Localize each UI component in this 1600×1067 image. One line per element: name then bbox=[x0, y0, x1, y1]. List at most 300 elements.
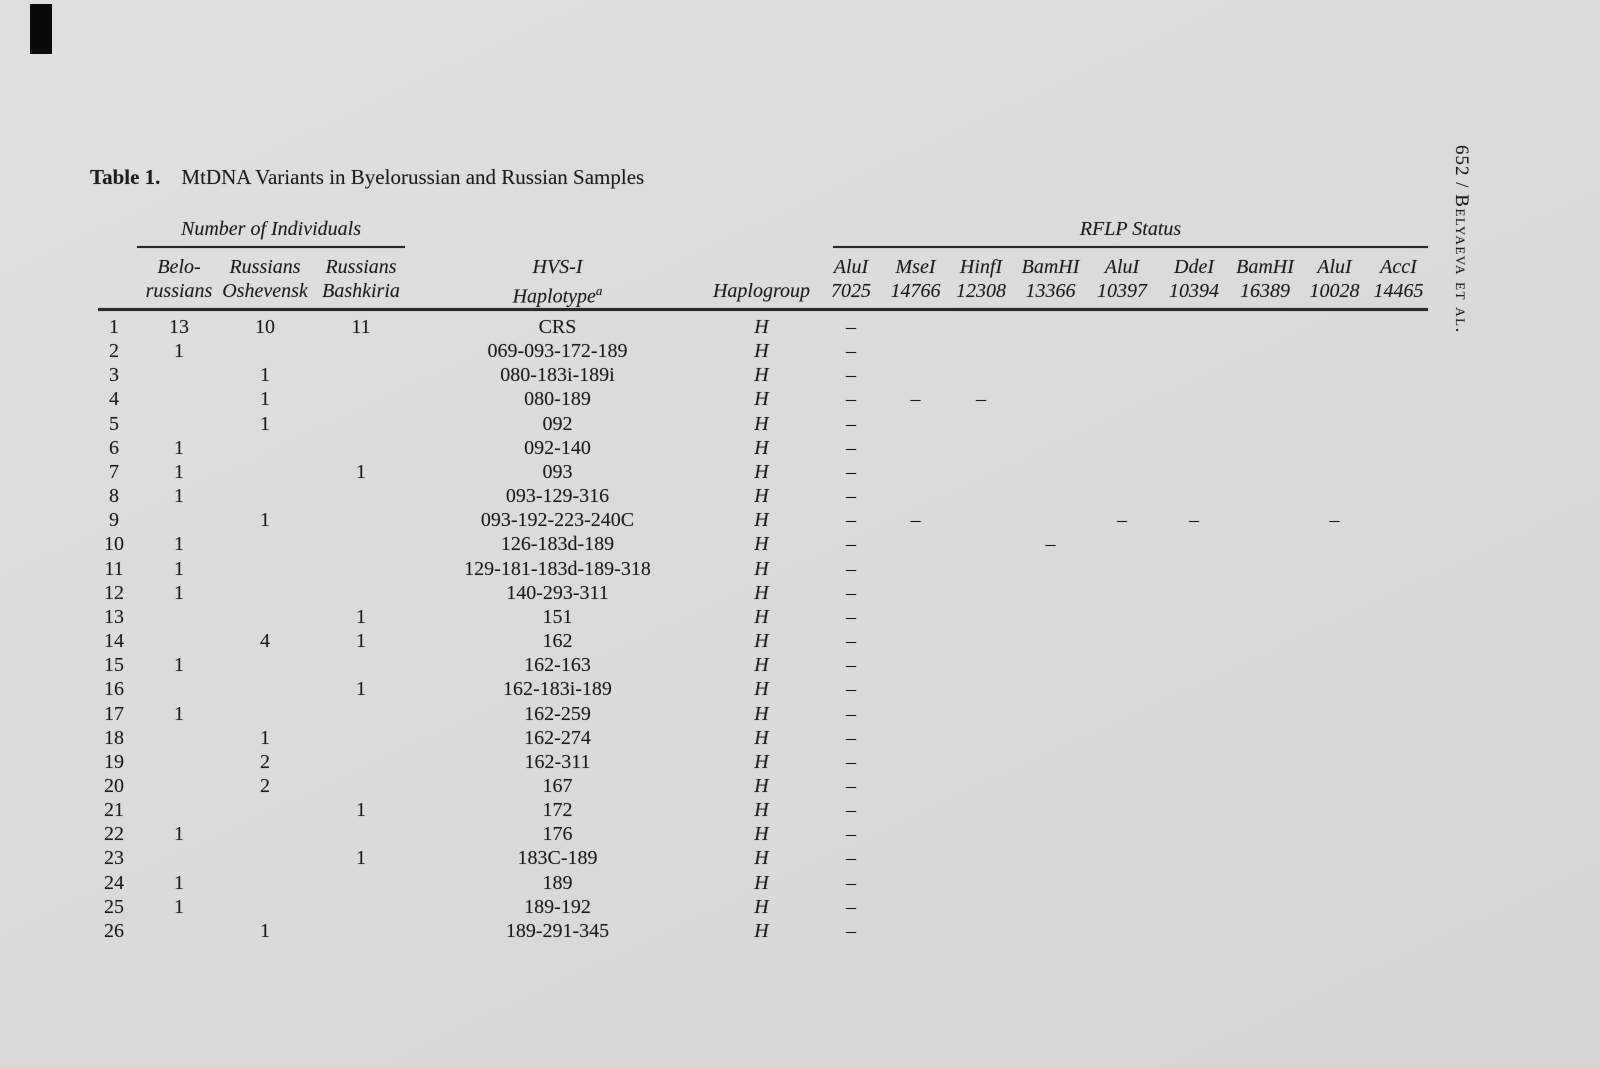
rflp-acci-14465 bbox=[1369, 895, 1428, 919]
rflp-alui-10397 bbox=[1086, 363, 1158, 387]
header-bottom-rule bbox=[98, 308, 1428, 311]
row-number: 1 bbox=[109, 316, 119, 338]
rflp-msei-14766 bbox=[884, 532, 947, 556]
count-bashkiria bbox=[312, 895, 410, 919]
rflp-alui-7025: – bbox=[846, 316, 856, 338]
rflp-ddei-10394 bbox=[1158, 581, 1230, 605]
count-oshevensk bbox=[218, 677, 312, 701]
rflp-alui-7025: – bbox=[846, 871, 856, 894]
hvs1-haplotype: 189 bbox=[542, 871, 573, 894]
haplogroup: H bbox=[754, 388, 769, 411]
count-bashkiria bbox=[312, 581, 410, 605]
rflp-alui-7025: – bbox=[846, 485, 856, 508]
haplogroup: H bbox=[754, 364, 769, 387]
rflp-alui-10028 bbox=[1300, 895, 1369, 919]
row-number: 26 bbox=[104, 919, 124, 942]
rflp-hinfi-12308 bbox=[947, 605, 1015, 629]
rflp-alui-10397 bbox=[1086, 822, 1158, 846]
rflp-alui-10028 bbox=[1300, 653, 1369, 677]
count-oshevensk bbox=[218, 339, 312, 363]
rflp-hinfi-12308 bbox=[947, 339, 1015, 363]
rflp-alui-10028: – bbox=[1329, 509, 1340, 532]
rflp-msei-14766: – bbox=[910, 509, 921, 532]
rflp-ddei-10394 bbox=[1158, 412, 1230, 436]
haplogroup: H bbox=[754, 678, 769, 701]
hvs1-haplotype: 093-192-223-240C bbox=[480, 509, 635, 532]
rflp-acci-14465 bbox=[1369, 339, 1428, 363]
rflp-hinfi-12308 bbox=[947, 532, 1015, 556]
row-number: 19 bbox=[104, 750, 124, 773]
row-number: 23 bbox=[104, 847, 124, 870]
col-header-enzyme-site-10397: 10397 bbox=[1097, 280, 1147, 302]
rflp-alui-10028 bbox=[1300, 919, 1369, 943]
count-bashkiria: 11 bbox=[351, 316, 371, 338]
count-bashkiria: 1 bbox=[356, 460, 366, 483]
rflp-msei-14766 bbox=[884, 919, 947, 943]
count-belorussians bbox=[140, 605, 218, 629]
rflp-msei-14766: – bbox=[910, 388, 921, 411]
count-oshevensk bbox=[218, 436, 312, 460]
rflp-alui-7025: – bbox=[846, 678, 856, 701]
rflp-ddei-10394 bbox=[1158, 822, 1230, 846]
rflp-bamhi-16389 bbox=[1230, 871, 1300, 895]
table-title-label: Table 1. bbox=[90, 165, 161, 189]
rflp-alui-10028 bbox=[1300, 798, 1369, 822]
individuals-underline bbox=[137, 246, 405, 248]
rflp-msei-14766 bbox=[884, 412, 947, 436]
hvs1-haplotype: 092-140 bbox=[524, 436, 591, 459]
count-oshevensk bbox=[218, 557, 312, 581]
haplogroup: H bbox=[754, 630, 769, 653]
haplogroup: H bbox=[754, 847, 769, 870]
rflp-ddei-10394 bbox=[1158, 895, 1230, 919]
haplogroup: H bbox=[754, 750, 769, 773]
col-header-enzyme-name-hinfi-12308: HinfI bbox=[959, 256, 1003, 278]
count-bashkiria: 1 bbox=[356, 605, 366, 628]
count-belorussians bbox=[140, 629, 218, 653]
rflp-bamhi-16389 bbox=[1230, 846, 1300, 870]
rflp-hinfi-12308 bbox=[947, 750, 1015, 774]
rflp-alui-10397 bbox=[1086, 605, 1158, 629]
rflp-acci-14465 bbox=[1369, 581, 1428, 605]
rflp-alui-10397 bbox=[1086, 460, 1158, 484]
haplogroup: H bbox=[754, 509, 769, 532]
count-bashkiria bbox=[312, 436, 410, 460]
hvs1-haplotype: 080-183i-189i bbox=[500, 364, 615, 387]
haplogroup: H bbox=[754, 340, 769, 363]
rflp-alui-10397 bbox=[1086, 919, 1158, 943]
rflp-bamhi-13366 bbox=[1015, 629, 1086, 653]
page-number: 652 bbox=[1451, 145, 1472, 177]
col-header-haplotype-footnote-mark: a bbox=[595, 283, 603, 298]
col-header-enzyme-name-bamhi-16389: BamHI bbox=[1236, 256, 1294, 278]
rflp-ddei-10394 bbox=[1158, 919, 1230, 943]
row-number: 21 bbox=[104, 799, 124, 822]
rflp-msei-14766 bbox=[884, 822, 947, 846]
rflp-bamhi-16389 bbox=[1230, 750, 1300, 774]
rflp-ddei-10394 bbox=[1158, 339, 1230, 363]
count-oshevensk bbox=[218, 653, 312, 677]
rflp-acci-14465 bbox=[1369, 653, 1428, 677]
rflp-bamhi-16389 bbox=[1230, 798, 1300, 822]
col-header-belorussians-line1: Belo- bbox=[157, 256, 201, 278]
col-header-enzyme-site-14766: 14766 bbox=[890, 280, 941, 302]
rflp-alui-10028 bbox=[1300, 677, 1369, 701]
rflp-msei-14766 bbox=[884, 460, 947, 484]
count-bashkiria bbox=[312, 702, 410, 726]
rflp-alui-10028 bbox=[1300, 822, 1369, 846]
rflp-underline bbox=[833, 246, 1428, 248]
rflp-alui-10397 bbox=[1086, 629, 1158, 653]
hvs1-haplotype: 176 bbox=[542, 823, 573, 846]
col-header-enzyme-site-7025: 7025 bbox=[831, 280, 871, 302]
haplogroup: H bbox=[754, 485, 769, 508]
rflp-hinfi-12308 bbox=[947, 726, 1015, 750]
rflp-bamhi-16389 bbox=[1230, 436, 1300, 460]
haplogroup: H bbox=[754, 702, 769, 725]
count-oshevensk bbox=[218, 822, 312, 846]
col-header-enzyme-name-alui-10028: AluI bbox=[1317, 256, 1352, 278]
rflp-bamhi-13366 bbox=[1015, 315, 1086, 339]
count-oshevensk bbox=[218, 460, 312, 484]
rflp-alui-10028 bbox=[1300, 484, 1369, 508]
row-number: 22 bbox=[104, 823, 124, 846]
rflp-msei-14766 bbox=[884, 557, 947, 581]
hvs1-haplotype: 126-183d-189 bbox=[500, 533, 615, 556]
count-oshevensk: 4 bbox=[260, 630, 270, 653]
rflp-bamhi-13366 bbox=[1015, 605, 1086, 629]
rflp-ddei-10394 bbox=[1158, 653, 1230, 677]
haplogroup: H bbox=[754, 581, 769, 604]
rflp-acci-14465 bbox=[1369, 605, 1428, 629]
rflp-bamhi-13366 bbox=[1015, 750, 1086, 774]
rflp-hinfi-12308 bbox=[947, 460, 1015, 484]
rflp-alui-7025: – bbox=[846, 436, 856, 459]
rflp-ddei-10394 bbox=[1158, 774, 1230, 798]
rflp-alui-10028 bbox=[1300, 702, 1369, 726]
count-oshevensk: 2 bbox=[260, 750, 270, 773]
rflp-msei-14766 bbox=[884, 315, 947, 339]
row-number: 5 bbox=[109, 412, 119, 435]
rflp-ddei-10394 bbox=[1158, 532, 1230, 556]
rflp-hinfi-12308 bbox=[947, 702, 1015, 726]
count-belorussians: 1 bbox=[174, 460, 184, 483]
rflp-msei-14766 bbox=[884, 677, 947, 701]
col-header-oshevensk-line1: Russians bbox=[229, 256, 301, 278]
rflp-bamhi-13366 bbox=[1015, 653, 1086, 677]
count-belorussians bbox=[140, 798, 218, 822]
rflp-bamhi-13366 bbox=[1015, 339, 1086, 363]
rflp-hinfi-12308 bbox=[947, 774, 1015, 798]
rflp-alui-10028 bbox=[1300, 436, 1369, 460]
row-number: 12 bbox=[104, 581, 124, 604]
count-belorussians bbox=[140, 846, 218, 870]
count-bashkiria: 1 bbox=[356, 678, 366, 701]
row-number: 6 bbox=[109, 436, 119, 459]
rflp-alui-7025: – bbox=[846, 460, 856, 483]
rflp-bamhi-13366 bbox=[1015, 871, 1086, 895]
rflp-hinfi-12308 bbox=[947, 581, 1015, 605]
rflp-bamhi-13366 bbox=[1015, 387, 1086, 411]
col-header-haplogroup: Haplogroup bbox=[712, 280, 811, 302]
count-belorussians: 1 bbox=[174, 823, 184, 846]
row-number: 11 bbox=[104, 557, 124, 580]
rflp-alui-7025: – bbox=[846, 750, 856, 773]
count-oshevensk: 1 bbox=[260, 919, 270, 942]
count-belorussians bbox=[140, 677, 218, 701]
rflp-msei-14766 bbox=[884, 774, 947, 798]
rflp-bamhi-16389 bbox=[1230, 460, 1300, 484]
rflp-alui-7025: – bbox=[846, 702, 856, 725]
count-bashkiria bbox=[312, 750, 410, 774]
rflp-bamhi-16389 bbox=[1230, 339, 1300, 363]
count-bashkiria bbox=[312, 919, 410, 943]
count-belorussians: 1 bbox=[174, 485, 184, 508]
rflp-bamhi-13366 bbox=[1015, 774, 1086, 798]
haplogroup: H bbox=[754, 871, 769, 894]
rflp-alui-7025: – bbox=[846, 774, 856, 797]
rflp-bamhi-13366 bbox=[1015, 460, 1086, 484]
scan-artifact-bar bbox=[30, 4, 52, 54]
count-oshevensk: 1 bbox=[260, 509, 270, 532]
rflp-msei-14766 bbox=[884, 702, 947, 726]
rflp-hinfi-12308 bbox=[947, 315, 1015, 339]
rflp-alui-10397 bbox=[1086, 774, 1158, 798]
rflp-alui-10397 bbox=[1086, 436, 1158, 460]
hvs1-haplotype: 162 bbox=[542, 630, 573, 653]
rflp-bamhi-16389 bbox=[1230, 919, 1300, 943]
rflp-alui-10397 bbox=[1086, 653, 1158, 677]
count-bashkiria bbox=[312, 339, 410, 363]
rflp-acci-14465 bbox=[1369, 315, 1428, 339]
count-belorussians bbox=[140, 750, 218, 774]
count-oshevensk: 1 bbox=[260, 412, 270, 435]
rflp-acci-14465 bbox=[1369, 822, 1428, 846]
rflp-alui-7025: – bbox=[846, 364, 856, 387]
rflp-bamhi-13366: – bbox=[1045, 533, 1056, 556]
haplogroup: H bbox=[754, 726, 769, 749]
haplogroup: H bbox=[754, 436, 769, 459]
rflp-bamhi-13366 bbox=[1015, 436, 1086, 460]
rflp-hinfi-12308 bbox=[947, 895, 1015, 919]
rflp-bamhi-16389 bbox=[1230, 895, 1300, 919]
rflp-msei-14766 bbox=[884, 581, 947, 605]
hvs1-haplotype: 080-189 bbox=[524, 388, 591, 411]
rflp-acci-14465 bbox=[1369, 436, 1428, 460]
rflp-bamhi-13366 bbox=[1015, 508, 1086, 532]
hvs1-haplotype: 069-093-172-189 bbox=[487, 340, 628, 363]
rflp-alui-10397 bbox=[1086, 484, 1158, 508]
col-header-haplotype-line2 bbox=[410, 279, 705, 308]
count-oshevensk bbox=[218, 484, 312, 508]
rflp-ddei-10394 bbox=[1158, 726, 1230, 750]
count-belorussians bbox=[140, 363, 218, 387]
col-header-enzyme-site-13366: 13366 bbox=[1025, 280, 1076, 302]
rflp-alui-10397 bbox=[1086, 412, 1158, 436]
rflp-bamhi-16389 bbox=[1230, 387, 1300, 411]
rflp-acci-14465 bbox=[1369, 726, 1428, 750]
rflp-alui-10397 bbox=[1086, 798, 1158, 822]
rflp-alui-10028 bbox=[1300, 557, 1369, 581]
rflp-ddei-10394 bbox=[1158, 484, 1230, 508]
rflp-ddei-10394 bbox=[1158, 315, 1230, 339]
count-belorussians: 1 bbox=[174, 557, 184, 580]
hvs1-haplotype: 172 bbox=[542, 799, 573, 822]
count-bashkiria bbox=[312, 508, 410, 532]
col-header-enzyme-name-alui-7025: AluI bbox=[833, 256, 869, 278]
rflp-alui-10397 bbox=[1086, 532, 1158, 556]
rflp-hinfi-12308 bbox=[947, 822, 1015, 846]
count-bashkiria bbox=[312, 774, 410, 798]
hvs1-haplotype: 167 bbox=[542, 774, 573, 797]
table-title bbox=[90, 165, 644, 190]
rflp-bamhi-13366 bbox=[1015, 846, 1086, 870]
row-number: 2 bbox=[109, 340, 119, 363]
running-head-separator: / bbox=[1451, 176, 1472, 195]
rflp-alui-10028 bbox=[1300, 315, 1369, 339]
rflp-alui-10397 bbox=[1086, 387, 1158, 411]
rflp-alui-7025: – bbox=[846, 919, 856, 942]
rflp-alui-7025: – bbox=[846, 533, 856, 556]
running-head-authors: Belyaeva et al. bbox=[1451, 194, 1472, 334]
rflp-acci-14465 bbox=[1369, 484, 1428, 508]
count-belorussians: 1 bbox=[174, 581, 184, 604]
count-bashkiria bbox=[312, 557, 410, 581]
count-bashkiria bbox=[312, 387, 410, 411]
count-belorussians bbox=[140, 774, 218, 798]
rflp-alui-7025: – bbox=[846, 412, 856, 435]
rflp-alui-10028 bbox=[1300, 363, 1369, 387]
rflp-ddei-10394 bbox=[1158, 387, 1230, 411]
count-bashkiria bbox=[312, 726, 410, 750]
rflp-alui-10397: – bbox=[1117, 509, 1127, 532]
rflp-bamhi-13366 bbox=[1015, 726, 1086, 750]
rflp-msei-14766 bbox=[884, 895, 947, 919]
rflp-ddei-10394 bbox=[1158, 750, 1230, 774]
rflp-alui-10028 bbox=[1300, 846, 1369, 870]
col-header-enzyme-site-10394: 10394 bbox=[1169, 280, 1219, 302]
hvs1-haplotype: 162-311 bbox=[524, 750, 591, 773]
col-header-enzyme-name-bamhi-13366: BamHI bbox=[1021, 256, 1080, 278]
hvs1-haplotype: 183C-189 bbox=[517, 847, 598, 870]
rflp-bamhi-16389 bbox=[1230, 774, 1300, 798]
col-header-bashkiria-line2: Bashkiria bbox=[322, 280, 400, 302]
count-belorussians: 1 bbox=[174, 654, 184, 677]
rflp-ddei-10394 bbox=[1158, 629, 1230, 653]
row-number: 16 bbox=[104, 678, 124, 701]
hvs1-haplotype: CRS bbox=[538, 316, 577, 338]
hvs1-haplotype: 189-291-345 bbox=[505, 919, 610, 942]
rflp-alui-10028 bbox=[1300, 460, 1369, 484]
haplogroup: H bbox=[754, 895, 769, 918]
rflp-hinfi-12308 bbox=[947, 484, 1015, 508]
rflp-alui-10028 bbox=[1300, 387, 1369, 411]
row-number: 7 bbox=[109, 460, 119, 483]
rflp-hinfi-12308 bbox=[947, 363, 1015, 387]
rflp-msei-14766 bbox=[884, 726, 947, 750]
rflp-msei-14766 bbox=[884, 750, 947, 774]
rflp-acci-14465 bbox=[1369, 557, 1428, 581]
table-title-text: MtDNA Variants in Byelorussian and Russian Samples bbox=[181, 165, 645, 189]
count-belorussians: 13 bbox=[169, 316, 189, 338]
count-belorussians: 1 bbox=[174, 895, 184, 918]
hvs1-haplotype: 093-129-316 bbox=[505, 485, 610, 508]
rflp-alui-7025: – bbox=[846, 509, 856, 532]
rflp-msei-14766 bbox=[884, 653, 947, 677]
count-oshevensk bbox=[218, 895, 312, 919]
col-header-enzyme-name-acci-14465: AccI bbox=[1380, 256, 1417, 278]
row-number: 25 bbox=[104, 895, 124, 918]
rflp-acci-14465 bbox=[1369, 460, 1428, 484]
rflp-hinfi-12308 bbox=[947, 412, 1015, 436]
col-header-enzyme-site-10028: 10028 bbox=[1309, 280, 1360, 302]
rflp-acci-14465 bbox=[1369, 387, 1428, 411]
group-header-number-of-individuals: Number of Individuals bbox=[181, 218, 361, 240]
rflp-hinfi-12308 bbox=[947, 629, 1015, 653]
rflp-hinfi-12308 bbox=[947, 871, 1015, 895]
count-belorussians bbox=[140, 412, 218, 436]
rflp-msei-14766 bbox=[884, 436, 947, 460]
rflp-acci-14465 bbox=[1369, 919, 1428, 943]
hvs1-haplotype: 140-293-311 bbox=[506, 581, 609, 604]
rflp-ddei-10394 bbox=[1158, 363, 1230, 387]
rflp-ddei-10394 bbox=[1158, 871, 1230, 895]
table-body bbox=[88, 315, 1428, 943]
rflp-msei-14766 bbox=[884, 846, 947, 870]
rflp-hinfi-12308 bbox=[947, 677, 1015, 701]
rflp-hinfi-12308: – bbox=[976, 388, 986, 411]
rflp-alui-10397 bbox=[1086, 750, 1158, 774]
rflp-alui-7025: – bbox=[846, 895, 856, 918]
count-oshevensk: 10 bbox=[255, 316, 275, 338]
rflp-bamhi-13366 bbox=[1015, 484, 1086, 508]
rflp-alui-10397 bbox=[1086, 702, 1158, 726]
rflp-ddei-10394 bbox=[1158, 557, 1230, 581]
hvs1-haplotype: 092 bbox=[542, 412, 573, 435]
rflp-alui-10397 bbox=[1086, 339, 1158, 363]
row-number: 4 bbox=[109, 388, 119, 411]
rflp-bamhi-16389 bbox=[1230, 532, 1300, 556]
rflp-bamhi-16389 bbox=[1230, 653, 1300, 677]
rflp-ddei-10394 bbox=[1158, 846, 1230, 870]
count-bashkiria bbox=[312, 653, 410, 677]
rflp-msei-14766 bbox=[884, 629, 947, 653]
rflp-ddei-10394 bbox=[1158, 798, 1230, 822]
rflp-bamhi-16389 bbox=[1230, 557, 1300, 581]
haplogroup: H bbox=[754, 533, 769, 556]
count-bashkiria: 1 bbox=[356, 799, 366, 822]
count-oshevensk bbox=[218, 798, 312, 822]
count-oshevensk bbox=[218, 581, 312, 605]
rflp-alui-10028 bbox=[1300, 339, 1369, 363]
rflp-acci-14465 bbox=[1369, 412, 1428, 436]
rflp-acci-14465 bbox=[1369, 871, 1428, 895]
rflp-alui-10397 bbox=[1086, 315, 1158, 339]
rflp-bamhi-13366 bbox=[1015, 702, 1086, 726]
rflp-ddei-10394 bbox=[1158, 677, 1230, 701]
count-belorussians: 1 bbox=[174, 436, 184, 459]
rflp-bamhi-16389 bbox=[1230, 726, 1300, 750]
count-oshevensk: 1 bbox=[260, 726, 270, 749]
rflp-alui-7025: – bbox=[846, 581, 856, 604]
col-header-enzyme-name-msei-14766: MseI bbox=[895, 256, 936, 278]
rflp-alui-7025: – bbox=[846, 605, 856, 628]
row-number: 20 bbox=[104, 774, 124, 797]
count-oshevensk bbox=[218, 846, 312, 870]
count-oshevensk bbox=[218, 605, 312, 629]
count-oshevensk bbox=[218, 532, 312, 556]
row-number: 8 bbox=[109, 485, 119, 508]
